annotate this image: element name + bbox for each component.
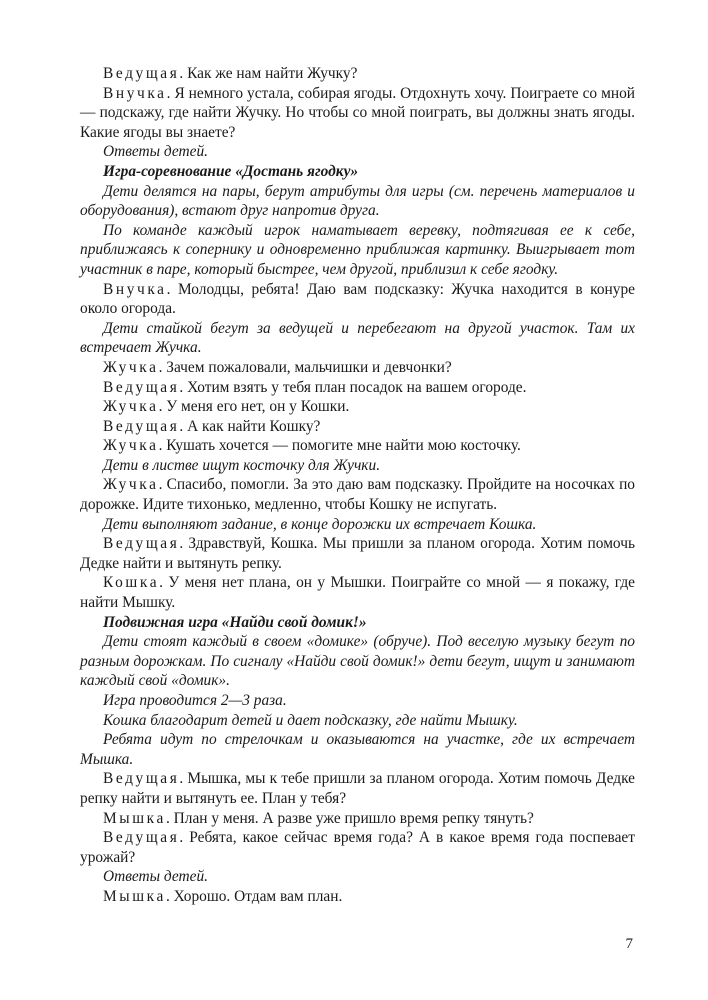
dialogue-line [80, 280, 635, 319]
speaker-name: Жучка [103, 437, 159, 455]
dialogue-text: . Здравствуй, Кошка. Мы пришли за планом огорода. Хотим помочь Дедке найти и вытянуть репку. [80, 535, 635, 572]
dialogue-line [80, 84, 635, 143]
speaker-name: Жучка [103, 358, 159, 376]
dialogue-text: . Ребята, какое сейчас время года? А в какое время года поспевает урожай? [80, 829, 635, 866]
dialogue-text: . Хорошо. Отдам вам план. [165, 887, 343, 905]
speaker-name: Ведущая [103, 535, 180, 553]
stage-direction: Игра проводится 2—3 раза. [103, 692, 287, 709]
dialogue-line [80, 887, 635, 907]
body-text [80, 64, 635, 907]
speaker-name: Ведущая [103, 770, 180, 788]
dialogue-line [80, 809, 635, 829]
dialogue-text: . Зачем пожаловали, мальчишки и девчонки? [158, 358, 452, 376]
dialogue-line [80, 397, 635, 417]
dialogue-text: . План у меня. А разве уже пришло время репку тянуть? [165, 809, 534, 827]
dialogue-text: . Спасибо, помогли. За это даю вам подсказку. Пройдите на носочках по дорожке. Идите тихонько, медленно, чтобы Кошку не испугать. [80, 476, 635, 514]
dialogue-line [80, 769, 635, 808]
dialogue-line [80, 64, 635, 84]
dialogue-text: . Как же нам найти Жучку? [179, 65, 358, 82]
stage-direction: Дети делятся на пары, берут атрибуты для игры (см. перечень материалов и оборудования), встают друг напротив друга. [80, 182, 635, 220]
speaker-name: Ведущая [103, 378, 180, 396]
stage-direction: Ответы детей. [103, 143, 209, 161]
speaker-name: Кошка [103, 574, 160, 592]
dialogue-line [80, 573, 635, 612]
dialogue-line [80, 417, 635, 437]
dialogue-text: . А как найти Кошку? [179, 417, 321, 435]
dialogue-text: . Мышка, мы к тебе пришли за планом огорода. Хотим помочь Дедке репку найти и вытянуть ее. План у тебя? [80, 770, 635, 807]
speaker-name: Внучка [103, 84, 167, 102]
page-number: 7 [625, 936, 633, 952]
stage-direction: Дети в листве ищут косточку для Жучки. [103, 456, 381, 474]
speaker-name: Ведущая [103, 65, 180, 82]
game-heading: Игра-соревнование «Достань ягодку» [103, 162, 359, 180]
dialogue-text: . Молодцы, ребята! Даю вам подсказку: Жучка находится в конуре около огорода. [80, 280, 635, 318]
game-heading: Подвижная игра «Найди свой домик!» [103, 613, 367, 631]
dialogue-line [80, 828, 635, 867]
dialogue-line [80, 475, 635, 514]
dialogue-text: . У меня нет плана, он у Мышки. Поиграйте со мной — я покажу, где найти Мышку. [80, 574, 635, 612]
dialogue-line [80, 534, 635, 573]
speaker-name: Мышка [103, 809, 166, 827]
speaker-name: Ведущая [103, 829, 180, 847]
speaker-name: Жучка [103, 398, 159, 416]
speaker-name: Мышка [103, 887, 166, 905]
dialogue-text: . Хотим взять у тебя план посадок на вашем огороде. [179, 378, 527, 396]
speaker-name: Жучка [103, 476, 159, 494]
stage-direction: По команде каждый игрок наматывает веревку, подтягивая ее к себе, приближаясь к сопернику и одновременно приближая картинку. Выигрывает тот участник в паре, который быстрее, чем другой, приблизил к себе ягодку. [80, 221, 635, 278]
dialogue-text: . Я немного устала, собирая ягоды. Отдохнуть хочу. Поиграете со мной — подскажу, где найти Жучку. Но чтобы со мной поиграть, вы должны знать ягоды. Какие ягоды вы знаете? [80, 84, 635, 141]
dialogue-text: . Кушать хочется — помогите мне найти мою косточку. [158, 437, 521, 455]
dialogue-line [80, 358, 635, 378]
dialogue-line [80, 378, 635, 398]
stage-direction: Ребята идут по стрелочкам и оказываются на участке, где их встречает Мышка. [80, 731, 635, 768]
stage-direction: Дети стоят каждый в своем «домике» (обруче). Под веселую музыку бегут по разным дорожкам. По сигналу «Найди свой домик!» дети бегут, ищут и занимают каждый свой «домик». [80, 633, 635, 690]
dialogue-text: . У меня его нет, он у Кошки. [158, 398, 350, 416]
speaker-name: Ведущая [103, 417, 180, 435]
stage-direction: Кошка благодарит детей и дает подсказку, где найти Мышку. [103, 711, 518, 729]
stage-direction: Дети стайкой бегут за ведущей и перебегают на другой участок. Там их встречает Жучка. [80, 319, 635, 357]
stage-direction: Ответы детей. [103, 868, 209, 886]
stage-direction: Дети выполняют задание, в конце дорожки их встречает Кошка. [103, 515, 537, 533]
speaker-name: Внучка [103, 280, 167, 298]
dialogue-line [80, 436, 635, 456]
